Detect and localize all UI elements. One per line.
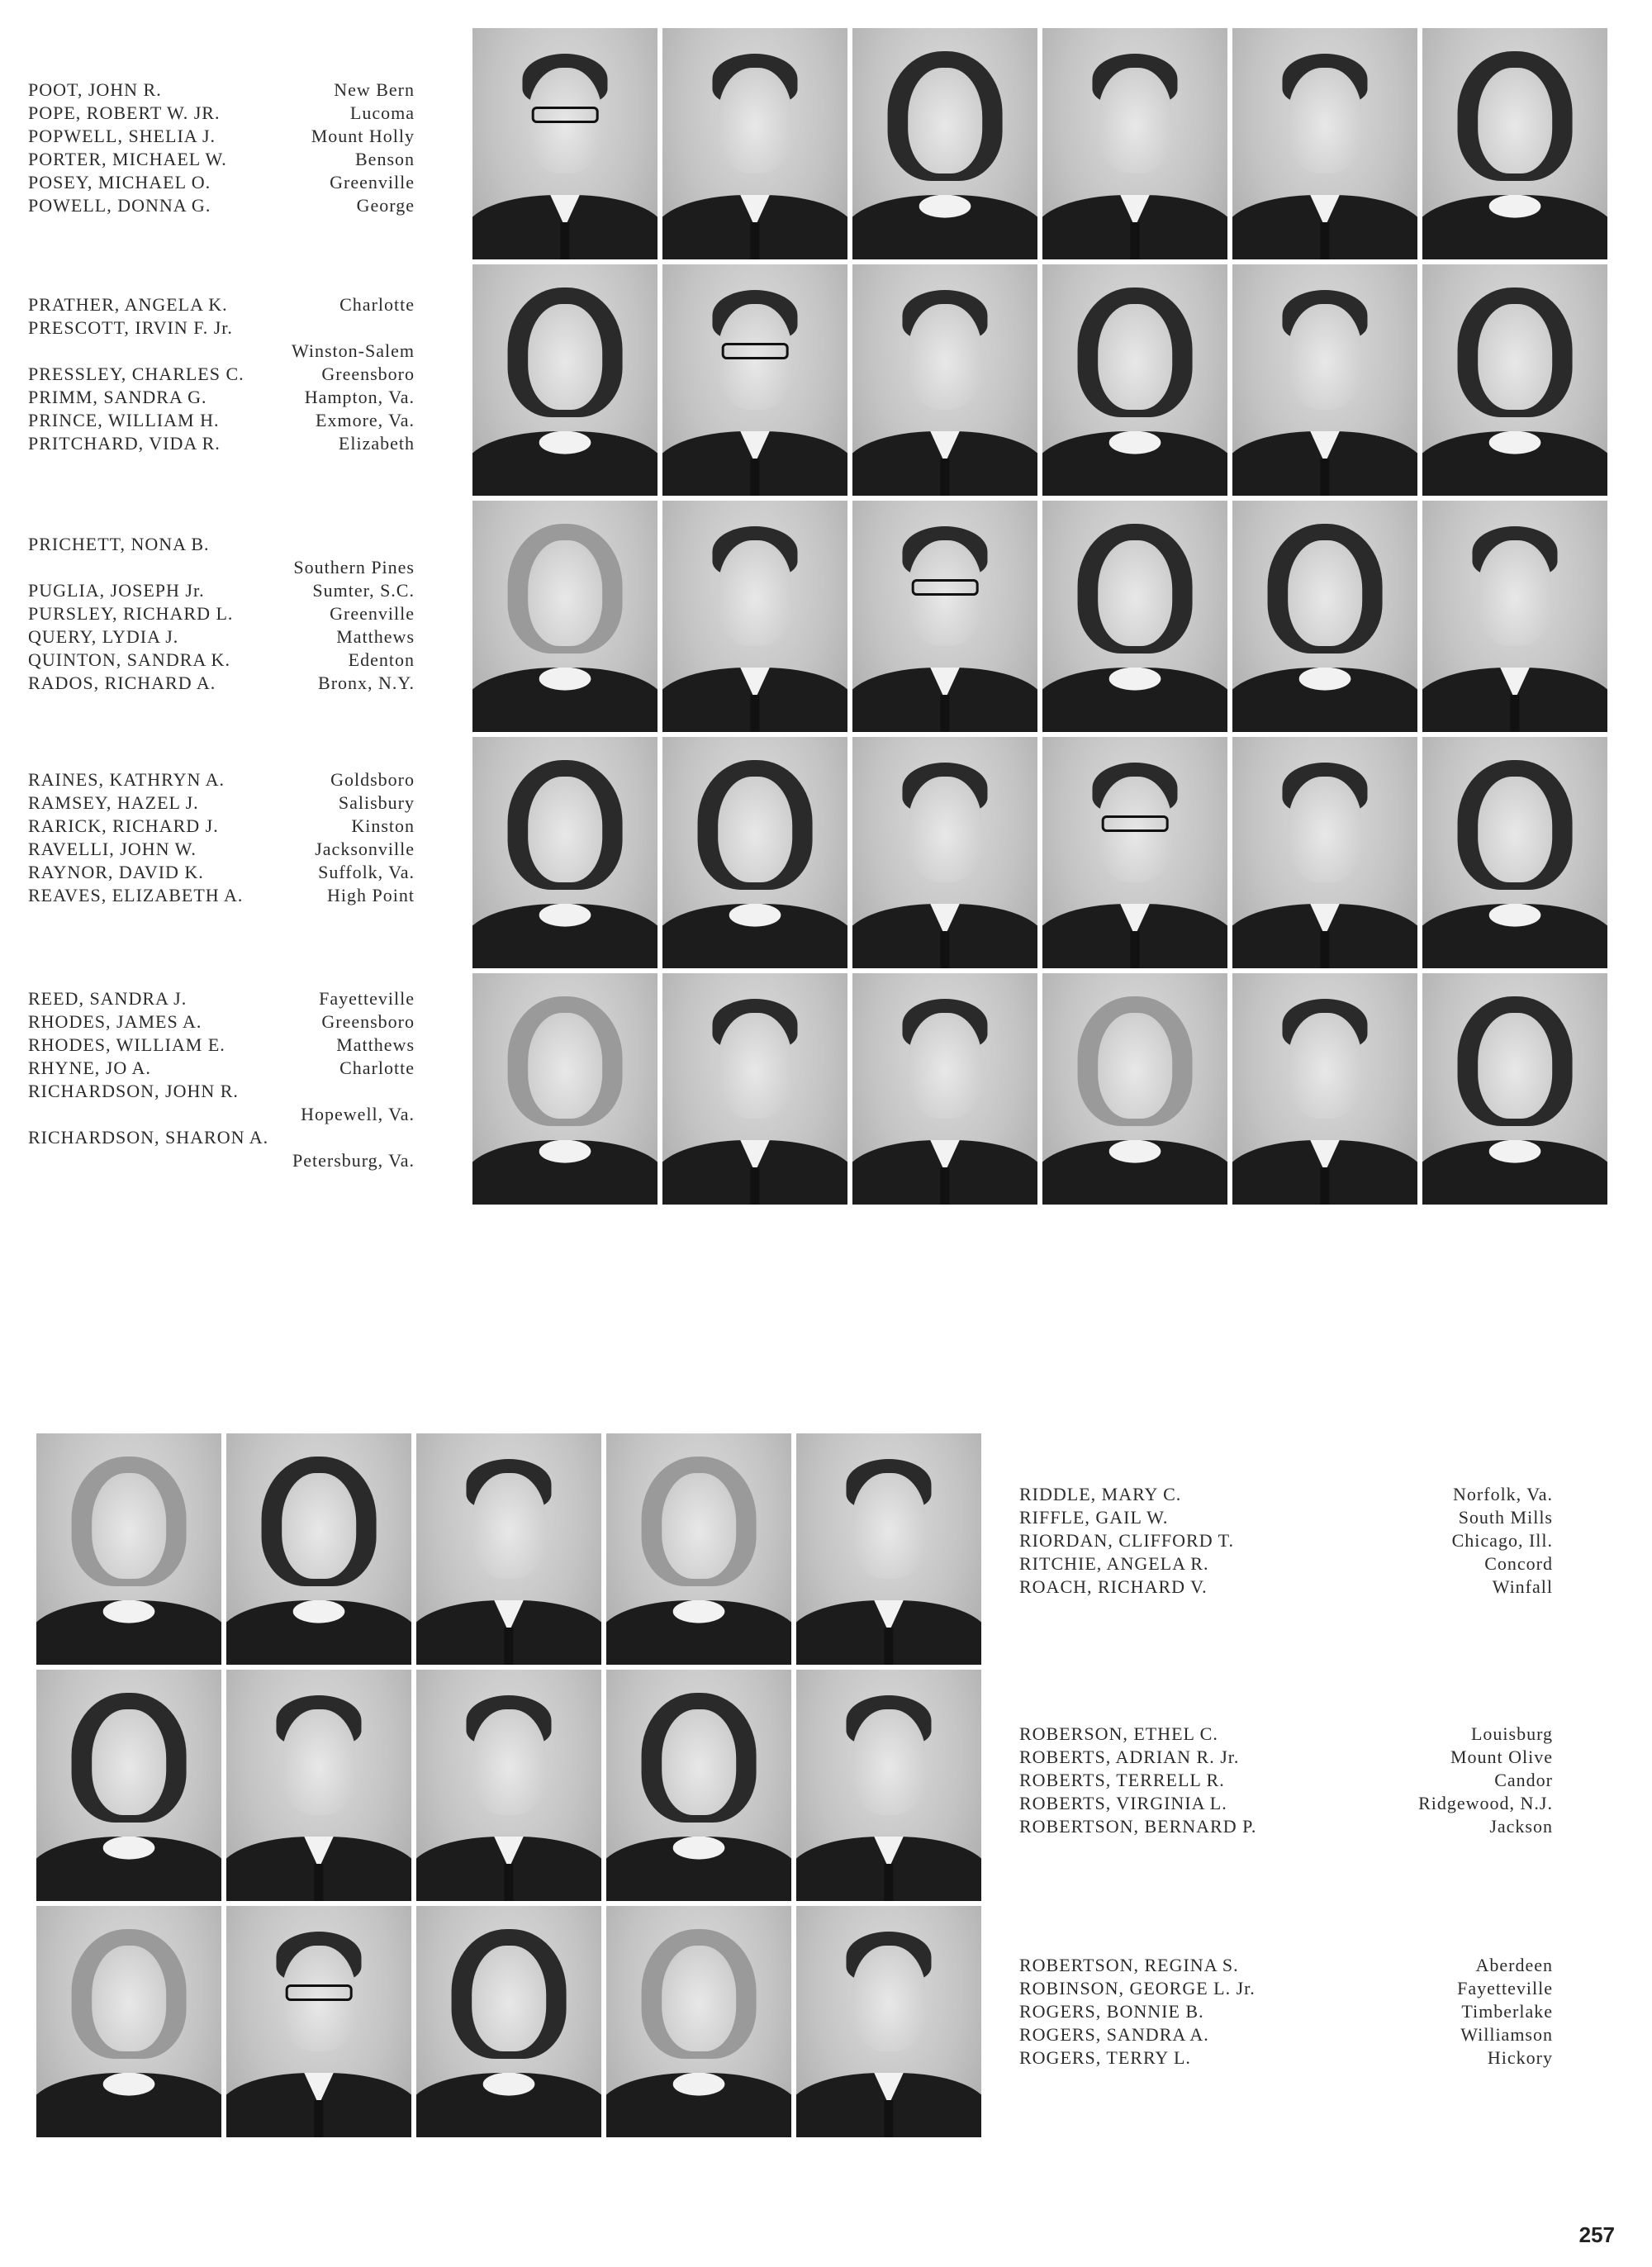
name-entry bbox=[28, 791, 415, 815]
student-hometown: Greenville bbox=[330, 603, 415, 624]
student-hometown: Exmore, Va. bbox=[316, 410, 415, 430]
name-entry bbox=[28, 1080, 415, 1103]
student-hometown: Petersburg, Va. bbox=[292, 1150, 415, 1171]
name-entry bbox=[28, 148, 415, 171]
student-portrait bbox=[1042, 28, 1227, 259]
student-name: REAVES, ELIZABETH A. bbox=[28, 885, 244, 905]
student-portrait bbox=[1042, 973, 1227, 1205]
student-hometown: Louisburg bbox=[1470, 1723, 1553, 1744]
name-entry bbox=[28, 1010, 415, 1034]
student-portrait bbox=[472, 501, 657, 732]
student-portrait bbox=[852, 264, 1037, 496]
student-hometown: Ridgewood, N.J. bbox=[1418, 1793, 1553, 1813]
name-entry bbox=[28, 1034, 415, 1057]
student-portrait bbox=[36, 1670, 221, 1901]
student-name: RADOS, RICHARD A. bbox=[28, 672, 216, 693]
student-name: ROACH, RICHARD V. bbox=[1019, 1576, 1208, 1597]
name-entry bbox=[28, 556, 415, 579]
name-entry bbox=[1019, 2046, 1553, 2070]
student-hometown: Charlotte bbox=[339, 1057, 415, 1078]
student-hometown: Sumter, S.C. bbox=[312, 580, 415, 601]
student-name: ROBINSON, GEORGE L. Jr. bbox=[1019, 1978, 1256, 1998]
name-entry bbox=[28, 1126, 415, 1149]
name-entry bbox=[1019, 1529, 1553, 1552]
student-portrait bbox=[662, 737, 847, 968]
student-hometown: Southern Pines bbox=[293, 557, 415, 577]
student-name: RICHARDSON, JOHN R. bbox=[28, 1081, 239, 1101]
student-hometown: George bbox=[356, 195, 415, 216]
student-hometown: Goldsboro bbox=[330, 769, 415, 790]
student-name: PRESCOTT, IRVIN F. Jr. bbox=[28, 317, 233, 338]
student-hometown: Aberdeen bbox=[1475, 1955, 1553, 1975]
name-entry bbox=[1019, 1483, 1553, 1506]
name-entry bbox=[28, 649, 415, 672]
student-name: ROGERS, SANDRA A. bbox=[1019, 2024, 1209, 2045]
student-portrait bbox=[1422, 973, 1607, 1205]
name-entry bbox=[28, 386, 415, 409]
student-portrait bbox=[796, 1906, 981, 2137]
name-entry bbox=[28, 838, 415, 861]
student-hometown: Lucoma bbox=[349, 102, 415, 123]
student-name: RAVELLI, JOHN W. bbox=[28, 839, 197, 859]
student-portrait bbox=[796, 1670, 981, 1901]
name-entry bbox=[28, 768, 415, 791]
student-portrait bbox=[662, 264, 847, 496]
student-name: RICHARDSON, SHARON A. bbox=[28, 1127, 269, 1148]
student-portrait bbox=[472, 264, 657, 496]
student-name: PRESSLEY, CHARLES C. bbox=[28, 364, 244, 384]
student-name: PORTER, MICHAEL W. bbox=[28, 149, 227, 169]
name-entry bbox=[28, 409, 415, 432]
student-portrait bbox=[852, 28, 1037, 259]
student-hometown: Hopewell, Va. bbox=[301, 1104, 415, 1124]
student-name: RAMSEY, HAZEL J. bbox=[28, 792, 199, 813]
student-portrait bbox=[416, 1433, 601, 1665]
student-name: POSEY, MICHAEL O. bbox=[28, 172, 211, 192]
name-entry bbox=[1019, 2000, 1553, 2023]
student-hometown: Fayetteville bbox=[1457, 1978, 1553, 1998]
student-portrait bbox=[1042, 501, 1227, 732]
name-entry bbox=[28, 602, 415, 625]
student-portrait bbox=[1232, 973, 1417, 1205]
student-hometown: Kinston bbox=[351, 815, 415, 836]
student-portrait bbox=[606, 1433, 791, 1665]
student-hometown: South Mills bbox=[1458, 1507, 1553, 1528]
student-portrait bbox=[1422, 28, 1607, 259]
student-hometown: Salisbury bbox=[338, 792, 415, 813]
student-portrait bbox=[472, 737, 657, 968]
student-portrait bbox=[416, 1906, 601, 2137]
student-portrait bbox=[226, 1670, 411, 1901]
name-entry bbox=[1019, 1575, 1553, 1599]
student-hometown: Suffolk, Va. bbox=[318, 862, 415, 882]
name-entry bbox=[1019, 1815, 1553, 1838]
student-hometown: Elizabeth bbox=[338, 433, 415, 454]
student-name: RARICK, RICHARD J. bbox=[28, 815, 219, 836]
student-name: RITCHIE, ANGELA R. bbox=[1019, 1553, 1209, 1574]
name-entry bbox=[28, 316, 415, 340]
student-portrait bbox=[662, 973, 847, 1205]
student-name: RAYNOR, DAVID K. bbox=[28, 862, 204, 882]
name-entry bbox=[28, 1057, 415, 1080]
name-list bbox=[28, 533, 415, 695]
student-name: ROBERTS, VIRGINIA L. bbox=[1019, 1793, 1227, 1813]
name-list bbox=[28, 768, 415, 907]
student-name: ROGERS, BONNIE B. bbox=[1019, 2001, 1204, 2022]
student-portrait bbox=[1232, 264, 1417, 496]
student-portrait bbox=[1422, 501, 1607, 732]
student-name: REED, SANDRA J. bbox=[28, 988, 188, 1009]
student-portrait bbox=[1232, 737, 1417, 968]
student-hometown: Hampton, Va. bbox=[304, 387, 415, 407]
name-list bbox=[1019, 1483, 1553, 1599]
page-number: 257 bbox=[1578, 2222, 1615, 2247]
student-name: POWELL, DONNA G. bbox=[28, 195, 211, 216]
student-hometown: Timberlake bbox=[1461, 2001, 1553, 2022]
student-name: QUINTON, SANDRA K. bbox=[28, 649, 230, 670]
student-hometown: Greenville bbox=[330, 172, 415, 192]
name-entry bbox=[28, 363, 415, 386]
student-hometown: Jacksonville bbox=[315, 839, 415, 859]
student-hometown: Chicago, Ill. bbox=[1451, 1530, 1553, 1551]
name-entry bbox=[1019, 1723, 1553, 1746]
student-hometown: Williamson bbox=[1460, 2024, 1553, 2045]
student-name: RIDDLE, MARY C. bbox=[1019, 1484, 1182, 1504]
student-hometown: Norfolk, Va. bbox=[1453, 1484, 1553, 1504]
name-entry bbox=[28, 293, 415, 316]
student-name: ROBERTSON, REGINA S. bbox=[1019, 1955, 1239, 1975]
student-name: PRITCHARD, VIDA R. bbox=[28, 433, 221, 454]
student-name: POPWELL, SHELIA J. bbox=[28, 126, 216, 146]
student-portrait bbox=[1232, 501, 1417, 732]
student-hometown: Mount Olive bbox=[1450, 1747, 1553, 1767]
name-list bbox=[1019, 1954, 1553, 2070]
student-hometown: High Point bbox=[327, 885, 415, 905]
student-hometown: Benson bbox=[355, 149, 415, 169]
student-hometown: Fayetteville bbox=[319, 988, 415, 1009]
name-entry bbox=[28, 340, 415, 363]
name-entry bbox=[28, 194, 415, 217]
student-name: QUERY, LYDIA J. bbox=[28, 626, 179, 647]
student-name: ROBERTS, ADRIAN R. Jr. bbox=[1019, 1747, 1240, 1767]
name-entry bbox=[1019, 1792, 1553, 1815]
student-portrait bbox=[606, 1906, 791, 2137]
name-entry bbox=[28, 1149, 415, 1172]
student-hometown: Edenton bbox=[348, 649, 415, 670]
name-entry bbox=[28, 861, 415, 884]
student-hometown: Bronx, N.Y. bbox=[318, 672, 415, 693]
student-portrait bbox=[852, 501, 1037, 732]
name-entry bbox=[28, 625, 415, 649]
student-hometown: Matthews bbox=[336, 1034, 415, 1055]
student-name: RIORDAN, CLIFFORD T. bbox=[1019, 1530, 1234, 1551]
student-hometown: Winfall bbox=[1492, 1576, 1553, 1597]
student-portrait bbox=[1042, 264, 1227, 496]
student-hometown: Greensboro bbox=[321, 1011, 415, 1032]
name-entry bbox=[28, 672, 415, 695]
student-portrait bbox=[1042, 737, 1227, 968]
name-entry bbox=[28, 171, 415, 194]
student-name: RIFFLE, GAIL W. bbox=[1019, 1507, 1169, 1528]
student-hometown: Candor bbox=[1494, 1770, 1553, 1790]
student-hometown: Jackson bbox=[1489, 1816, 1553, 1837]
student-hometown: Matthews bbox=[336, 626, 415, 647]
name-entry bbox=[28, 102, 415, 125]
name-entry bbox=[28, 432, 415, 455]
name-entry bbox=[28, 1103, 415, 1126]
student-name: PRATHER, ANGELA K. bbox=[28, 294, 228, 315]
student-name: PRIMM, SANDRA G. bbox=[28, 387, 207, 407]
name-entry bbox=[28, 884, 415, 907]
student-portrait bbox=[662, 28, 847, 259]
name-entry bbox=[28, 125, 415, 148]
name-entry bbox=[1019, 1506, 1553, 1529]
student-portrait bbox=[1232, 28, 1417, 259]
name-list bbox=[1019, 1723, 1553, 1838]
student-hometown: Concord bbox=[1484, 1553, 1553, 1574]
name-entry bbox=[28, 987, 415, 1010]
name-list bbox=[28, 293, 415, 455]
student-name: RAINES, KATHRYN A. bbox=[28, 769, 225, 790]
student-portrait bbox=[472, 973, 657, 1205]
student-portrait bbox=[852, 973, 1037, 1205]
name-entry bbox=[1019, 2023, 1553, 2046]
name-entry bbox=[28, 533, 415, 556]
student-portrait bbox=[852, 737, 1037, 968]
name-entry bbox=[1019, 1977, 1553, 2000]
student-portrait bbox=[1422, 737, 1607, 968]
student-portrait bbox=[416, 1670, 601, 1901]
student-name: RHODES, JAMES A. bbox=[28, 1011, 202, 1032]
student-name: PUGLIA, JOSEPH Jr. bbox=[28, 580, 205, 601]
student-name: POPE, ROBERT W. JR. bbox=[28, 102, 221, 123]
student-portrait bbox=[226, 1433, 411, 1665]
name-entry bbox=[28, 78, 415, 102]
student-name: ROBERSON, ETHEL C. bbox=[1019, 1723, 1218, 1744]
student-portrait bbox=[796, 1433, 981, 1665]
bottom-photo-grid bbox=[36, 1433, 981, 2137]
student-name: ROBERTS, TERRELL R. bbox=[1019, 1770, 1225, 1790]
name-entry bbox=[1019, 1954, 1553, 1977]
student-hometown: Winston-Salem bbox=[292, 340, 415, 361]
student-name: RHODES, WILLIAM E. bbox=[28, 1034, 225, 1055]
name-entry bbox=[1019, 1746, 1553, 1769]
student-name: ROBERTSON, BERNARD P. bbox=[1019, 1816, 1257, 1837]
student-hometown: Mount Holly bbox=[311, 126, 415, 146]
student-name: POOT, JOHN R. bbox=[28, 79, 162, 100]
student-name: RHYNE, JO A. bbox=[28, 1057, 151, 1078]
student-name: ROGERS, TERRY L. bbox=[1019, 2047, 1191, 2068]
student-name: PURSLEY, RICHARD L. bbox=[28, 603, 234, 624]
student-hometown: Hickory bbox=[1487, 2047, 1553, 2068]
student-portrait bbox=[606, 1670, 791, 1901]
student-portrait bbox=[226, 1906, 411, 2137]
student-portrait bbox=[36, 1906, 221, 2137]
student-name: PRINCE, WILLIAM H. bbox=[28, 410, 220, 430]
student-portrait bbox=[1422, 264, 1607, 496]
student-portrait bbox=[36, 1433, 221, 1665]
name-list bbox=[28, 78, 415, 217]
student-hometown: Charlotte bbox=[339, 294, 415, 315]
name-list bbox=[28, 987, 415, 1172]
name-entry bbox=[28, 579, 415, 602]
student-hometown: New Bern bbox=[334, 79, 415, 100]
name-entry bbox=[1019, 1769, 1553, 1792]
student-hometown: Greensboro bbox=[321, 364, 415, 384]
top-photo-grid bbox=[472, 28, 1607, 1205]
student-portrait bbox=[472, 28, 657, 259]
student-name: PRICHETT, NONA B. bbox=[28, 534, 210, 554]
name-entry bbox=[28, 815, 415, 838]
name-entry bbox=[1019, 1552, 1553, 1575]
student-portrait bbox=[662, 501, 847, 732]
